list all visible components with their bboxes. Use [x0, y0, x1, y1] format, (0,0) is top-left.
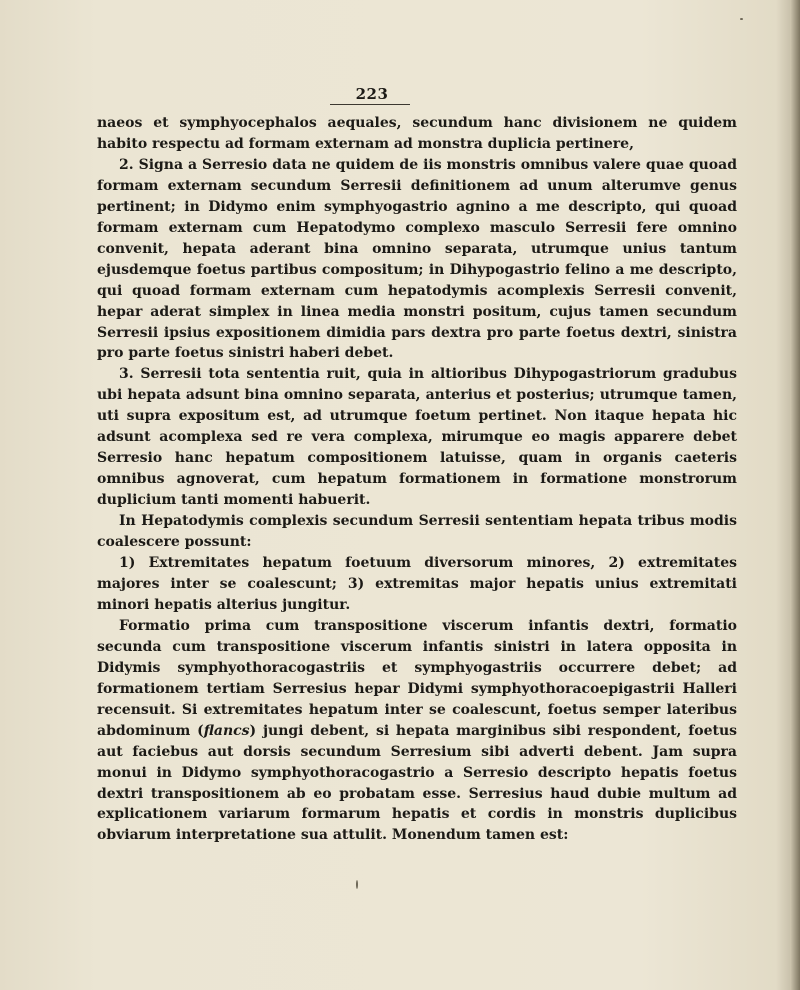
paragraph-6 [97, 616, 737, 846]
paragraph-4: In Hepatodymis complexis secundum Serresii sententiam hepata tribus modis coalescere possunt: [97, 513, 737, 551]
paper-speck [740, 18, 743, 20]
header-rule [330, 104, 410, 105]
paragraph-6-part-1: Formatio prima cum transpositione viscerum infantis dextri, formatio secunda cum transpositione viscerum infantis sinistri in latera opposita in Didymis symphyothoracogastriis et symphyogastriis occurrere debet; ad formationem tertiam Serresius hepar Didymi symphyothoracoepigastrii Halleri recensuit. Si extremitates hepatum inter se coalescunt, foetus semper lateribus abdominum ( [97, 617, 737, 739]
paragraph-6-part-2: ) jungi debent, si hepata marginibus sibi respondent, foetus aut faciebus aut dorsis secundum Serresium sibi adverti debent. Jam supra monui in Didymo symphyothoracogastrio a Serresio descripto hepatis foetus dextri transpositionem ab eo probatam esse. Serresius haud dubie multum ad explicationem variarum formarum hepatis et cordis in monstris duplicibus obviarum interpretatione sua attulit. Monendum tamen est: [97, 722, 738, 844]
paper-speck [356, 880, 358, 889]
paragraph-2: 2. Signa a Serresio data ne quidem de iis monstris omnibus valere quae quoad formam externam secundum Serresii definitionem ad unum alterumve genus pertinent; in Didymo enim symphyogastrio agnino a me descripto, qui quoad formam externam cum Hepatodymo complexo masculo Serresii fere omnino convenit, hepata aderant bina omnino separata, utrumque unius tantum ejusdemque foetus partibus compositum; in Dihypogastrio felino a me descripto, qui quoad formam externam cum hepatodymis acomplexis Serresii convenit, hepar aderat simplex in linea media monstri positum, cujus tamen secundum Serresii ipsius expositionem dimidia pars dextra pro parte foetus dextri, sinistra pro parte foetus sinistri haberi debet. [97, 156, 737, 362]
body-text [97, 113, 737, 846]
paragraph-5: 1) Extremitates hepatum foetuum diversorum minores, 2) extremitates majores inter se coalescunt; 3) extremitas major hepatis unius extremitati minori hepatis alterius jungitur. [97, 555, 737, 613]
paragraph-3: 3. Serresii tota sententia ruit, quia in altioribus Dihypogastriorum gradubus ubi hepata adsunt bina omnino separata, anterius et posterius; utrumque tamen, uti supra expositum est, ad utrumque foetum pertinet. Non itaque hepata hic adsunt acomplexa sed re vera complexa, mirumque eo magis apparere debet Serresio hanc hepatum compositionem latuisse, quam in organis caeteris omnibus agnoverat, cum hepatum formationem in formatione monstrorum duplicium tanti momenti habuerit. [97, 366, 737, 509]
paragraph-6-italic: flancs [203, 722, 250, 739]
page-edge-shadow [790, 0, 800, 990]
paragraph-1: naeos et symphyocephalos aequales, secundum hanc divisionem ne quidem habito respectu ad formam externam ad monstra duplicia pertinere, [97, 115, 737, 152]
page-number: 223 [355, 85, 389, 103]
